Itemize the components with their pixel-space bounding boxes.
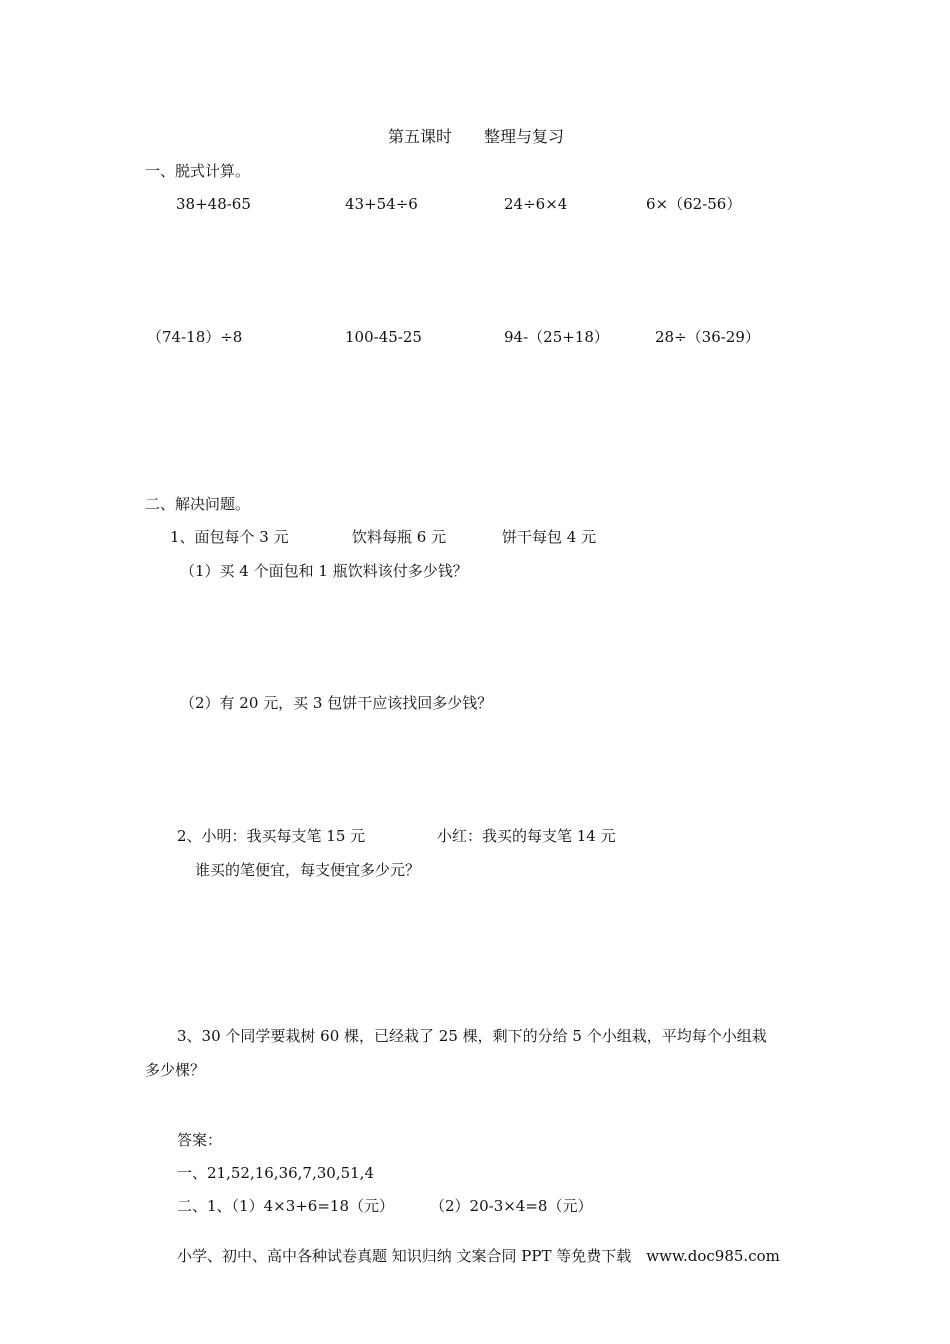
q2-xiaohong: 小红：我买的每支笔 14 元 (437, 827, 616, 845)
calc-2-1: （74-18）÷8 (147, 328, 243, 346)
calc-1-2: 43+54÷6 (345, 195, 418, 213)
calc-2-2: 100-45-25 (345, 328, 422, 346)
calc-1-3: 24÷6×4 (504, 195, 568, 213)
answer-2-part2: （2）20-3×4=8（元） (430, 1197, 593, 1215)
q3-line2: 多少棵？ (145, 1061, 206, 1079)
page-title: 第五课时 整理与复习 (388, 127, 565, 146)
q3-line1: 3、30 个同学要栽树 60 棵，已经栽了 25 棵，剩下的分给 5 个小组栽，平均每个小组栽 (177, 1027, 767, 1045)
answers-heading: 答案： (177, 1131, 223, 1149)
q1-sub1: （1）买 4 个面包和 1 瓶饮料该付多少钱？ (180, 562, 468, 580)
calc-1-1: 38+48-65 (176, 195, 251, 213)
calc-2-4: 28÷（36-29） (655, 328, 760, 346)
answer-1: 一、21,52,16,36,7,30,51,4 (177, 1164, 374, 1182)
q2-question: 谁买的笔便宜，每支便宜多少元？ (195, 861, 421, 879)
q2-xiaoming: 2、小明：我买每支笔 15 元 (177, 827, 366, 845)
section2-heading: 二、解决问题。 (145, 495, 251, 513)
q1-bread: 1、面包每个 3 元 (170, 528, 289, 546)
answer-2-part1: 二、1、（1）4×3+6=18（元） (177, 1197, 395, 1215)
q1-drink: 饮料每瓶 6 元 (352, 528, 447, 546)
section1-heading: 一、脱式计算。 (145, 162, 251, 180)
q1-sub2: （2）有 20 元，买 3 包饼干应该找回多少钱？ (180, 694, 493, 712)
q1-biscuit: 饼干每包 4 元 (502, 528, 597, 546)
calc-2-3: 94-（25+18） (504, 328, 609, 346)
calc-1-4: 6×（62-56） (646, 195, 742, 213)
footer-note: 小学、初中、高中各种试卷真题 知识归纳 文案合同 PPT 等免费下载 www.doc985.com (177, 1247, 780, 1265)
